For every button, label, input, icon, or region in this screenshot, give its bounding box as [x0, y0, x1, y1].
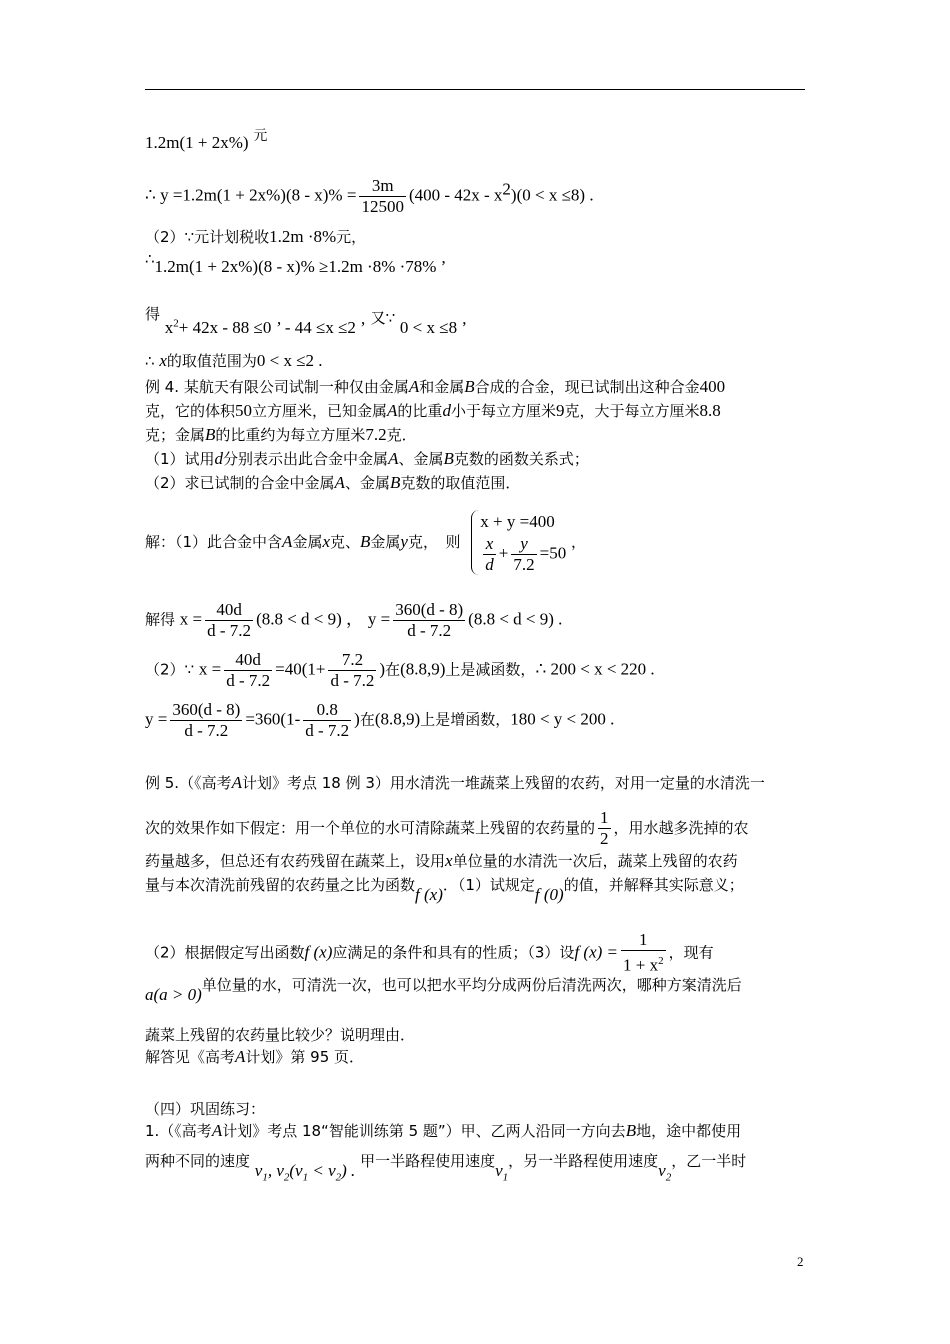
math-expression: (8.8 < d < 9) ，: [256, 609, 364, 629]
fraction-numerator: x: [483, 534, 496, 555]
body-text: 克．: [386, 426, 417, 444]
math-var: A: [231, 773, 242, 792]
body-text: 计划》考点 18“智能训练第 5 题”）甲、乙两人沿同一方向去: [222, 1122, 626, 1140]
math-var: d: [442, 401, 451, 420]
math-var: B: [464, 377, 475, 396]
math-var: x: [445, 851, 453, 870]
fraction: [393, 600, 465, 641]
fraction-denominator: 12500: [361, 197, 404, 216]
math-expression: (8.8,9): [374, 709, 421, 729]
body-text: 计划》考点 18 例 3）用水清洗一堆蔬菜上残留的农药，对用一定量的水清洗一: [241, 774, 765, 792]
body-text: 克，大于每立方厘米: [564, 402, 700, 420]
body-text: 立方厘米，已知金属: [252, 402, 388, 420]
fraction-denominator: d - 7.2: [207, 621, 252, 640]
superscript: 2: [173, 317, 179, 329]
math-expression: (8.8 < d < 9) .: [468, 609, 563, 629]
equation-system: [471, 510, 566, 575]
math-var: B: [205, 425, 216, 444]
number: 50: [235, 401, 253, 420]
body-text: 的比重: [397, 402, 443, 420]
body-text: ．（1）试规定: [442, 876, 535, 894]
number: 8.8: [699, 401, 721, 420]
body-text: 地，途中都使用: [636, 1122, 742, 1140]
body-text: 克，它的体积: [145, 402, 236, 420]
body-text: 例 5.（《高考: [145, 774, 232, 792]
body-text: （2）∵: [145, 660, 195, 679]
body-text: 在: [385, 660, 401, 679]
fraction-numerator: y: [511, 534, 536, 555]
math-var: B: [443, 449, 454, 468]
fraction: [483, 534, 496, 575]
subscript: 2: [283, 1171, 290, 1184]
math-expression: f (x) =: [574, 942, 618, 962]
body-text: 单位量的水，可清洗一次，也可以把水平均分成两份后清洗两次，哪种方案清洗后: [201, 976, 742, 994]
body-text: 上是增函数，: [420, 710, 511, 729]
body-text: 克；金属: [145, 426, 206, 444]
example-4-line: [145, 376, 725, 398]
fraction-numerator: 40d: [224, 650, 272, 671]
math-expression: 1.2m(1 + 2x%): [145, 133, 249, 152]
body-text: 得: [145, 304, 161, 323]
fraction: [511, 534, 536, 575]
body-text: 例 4. 某航天有限公司试制一种仅由金属: [145, 378, 409, 396]
example-5-line: [145, 874, 744, 904]
body-text: 解答见《高考: [145, 1048, 236, 1066]
text-line: [145, 128, 268, 155]
example-5-line: [145, 1046, 364, 1068]
body-text: 的值，并解释其实际意义；: [563, 876, 744, 894]
fraction-numerator: 360(d - 8): [172, 700, 241, 719]
fraction-denominator: 7.2: [513, 555, 535, 574]
math-var: A: [388, 449, 399, 468]
text-line: [145, 350, 323, 372]
punctuation: ，: [570, 533, 586, 551]
math-expression: 1 + x: [623, 955, 659, 975]
body-text: 克数的取值范围．: [400, 474, 521, 492]
math-var: y: [400, 532, 408, 551]
body-text: 解得: [145, 610, 176, 629]
body-text: 、金属: [398, 450, 444, 468]
example-5-line: [145, 974, 742, 1004]
body-text: 克数的函数关系式；: [453, 450, 589, 468]
solution-line: [145, 510, 586, 575]
body-text: （2）∵元计划税收: [145, 228, 270, 246]
equation-row: x + y =400: [480, 512, 555, 531]
math-expression: (v: [289, 1161, 303, 1180]
math-expression: f (x): [304, 942, 333, 962]
equation-row: [480, 534, 566, 575]
number: 9: [555, 401, 565, 420]
example-4-line: [145, 448, 589, 470]
fraction: [303, 700, 351, 741]
body-text: ，另一半路程使用速度: [508, 1152, 659, 1170]
fraction-denominator: d: [485, 555, 494, 574]
body-text: 单位量的水清洗一次后，蔬菜上残留的农药: [452, 852, 738, 870]
body-text: 两种不同的速度: [145, 1152, 251, 1170]
fraction-numerator: 40d: [205, 600, 253, 621]
body-text: 金属: [292, 533, 323, 551]
body-text: 在: [359, 710, 375, 729]
equation-line: [145, 700, 614, 741]
body-text: 小于每立方厘米: [450, 402, 556, 420]
math-expression: [254, 1161, 356, 1184]
fraction: [359, 176, 406, 217]
number: 400: [699, 377, 726, 396]
body-text: 上是减函数，: [445, 660, 536, 679]
subscript: 1: [502, 1171, 509, 1184]
math-expression: (8.8,9): [400, 659, 446, 679]
math-expression: y =: [145, 709, 168, 729]
body-text: 解：（1）此合金中含: [145, 533, 283, 551]
example-5-line: [145, 1024, 415, 1046]
math-expression: [165, 318, 272, 337]
math-expression: + 42x - 88 ≤0: [178, 317, 272, 337]
subscript: 2: [665, 1171, 672, 1184]
example-4-line: [145, 424, 417, 446]
page-number: 2: [797, 1254, 804, 1269]
math-var: x: [164, 317, 174, 337]
body-text: （2）根据假定写出函数: [145, 943, 305, 962]
body-text: 分别表示出此合金中金属: [223, 450, 389, 468]
result-line: [145, 600, 562, 641]
superscript: 2: [502, 179, 511, 199]
body-text: ，现有: [668, 943, 714, 962]
body-text: 蔬菜上残留的农药量比较少？说明理由．: [145, 1026, 416, 1044]
math-var: x: [322, 532, 330, 551]
fraction: [621, 930, 666, 976]
body-text: 和金属: [419, 378, 465, 396]
math-expression: 0 < x ≤2 .: [256, 351, 323, 370]
body-text: 的比重约为每立方厘米: [215, 426, 366, 444]
math-expression: ): [354, 709, 360, 729]
body-text: 甲一半路程使用速度: [360, 1152, 496, 1170]
math-expression: a(a > 0): [145, 985, 202, 1004]
text-line: [145, 304, 468, 337]
fraction: [205, 600, 253, 641]
fraction-numerator: 0.8: [303, 700, 351, 721]
number: 7.2: [365, 425, 387, 444]
superscript: 2: [658, 955, 664, 967]
math-expression: =360(1-: [245, 709, 301, 729]
body-text: 药量越多，但总还有农药残留在蔬菜上，设用: [145, 852, 446, 870]
math-expression: f (0): [534, 885, 564, 904]
math-expression: ∴ y =1.2m(1 + 2x%)(8 - x)% =: [145, 185, 357, 205]
math-expression: ∴ 200 < x < 220 .: [535, 659, 655, 679]
math-expression: [658, 1161, 672, 1184]
body-text: 克、: [330, 533, 361, 551]
fraction-denominator: d - 7.2: [226, 671, 271, 690]
example-5-line: [145, 930, 714, 976]
math-expression: [495, 1161, 509, 1184]
math-var: A: [387, 401, 398, 420]
fraction-denominator: [621, 951, 666, 976]
fraction-denominator: d - 7.2: [184, 721, 229, 740]
therefore-symbol: ∴: [145, 352, 155, 370]
math-expression: y =: [367, 609, 391, 629]
math-var: A: [334, 473, 345, 492]
math-var: A: [235, 1047, 246, 1066]
math-var: A: [211, 1121, 223, 1140]
math-var: A: [408, 377, 420, 396]
body-text: 又∵: [370, 308, 396, 327]
text-line: [145, 226, 366, 248]
fraction-numerator: 3m: [359, 176, 406, 197]
math-var: B: [625, 1121, 637, 1140]
math-expression: ): [379, 659, 386, 679]
math-expression: =40(1+: [275, 659, 326, 679]
header-rule: [145, 89, 805, 90]
body-text: 次的效果作如下假定：用一个单位的水可清除蔬菜上残留的农药量的: [145, 819, 596, 837]
math-expression: x =: [179, 609, 203, 629]
fraction-denominator: d - 7.2: [330, 671, 375, 690]
body-text: 的取值范围为: [166, 352, 257, 370]
body-text: （1）试用: [145, 450, 215, 468]
equation-line: [145, 650, 655, 691]
fraction-denominator: d - 7.2: [407, 621, 452, 640]
fraction-numerator: 1: [621, 930, 666, 951]
operator: +: [498, 543, 509, 563]
body-text: 金属: [370, 533, 401, 551]
math-var: B: [360, 532, 371, 551]
math-var: A: [282, 532, 293, 551]
body-text: 1.（《高考: [145, 1122, 212, 1140]
math-var: v: [495, 1161, 503, 1180]
equation-line: [145, 176, 594, 217]
math-var: v: [254, 1161, 263, 1180]
fraction: [328, 650, 376, 691]
subscript: 1: [262, 1171, 268, 1184]
fraction-numerator: 360(d - 8): [395, 600, 464, 619]
example-5-line: [145, 772, 765, 794]
math-expression: =50: [539, 543, 567, 563]
example-4-line: [145, 400, 721, 422]
math-expression: 0 < x ≤8 ’: [399, 317, 468, 337]
fraction-numerator: 1: [600, 808, 609, 827]
math-expression: x =: [198, 659, 222, 679]
example-5-line: [145, 808, 749, 849]
math-expression: 1.2m(1 + 2x%)(8 - x)% ≥1.2m ·8% ·78% ’: [154, 257, 447, 276]
math-var: d: [214, 449, 224, 468]
math-expression: , v: [267, 1161, 284, 1180]
fraction-denominator: d - 7.2: [305, 721, 350, 740]
text-line: [145, 250, 447, 278]
exercise-line: [145, 1120, 741, 1142]
body-text: 、金属: [344, 474, 390, 492]
subscript: 1: [302, 1171, 309, 1184]
math-expression: < v: [308, 1161, 336, 1180]
math-expression: f (x): [415, 885, 443, 904]
example-5-line: [145, 850, 738, 872]
math-var: B: [389, 473, 401, 492]
math-var: v: [658, 1161, 666, 1180]
body-text: 量与本次清洗前残留的农药量之比为函数: [145, 876, 416, 894]
exercise-line: [145, 1150, 747, 1184]
body-text: （2）求已试制的合金中金属: [145, 474, 335, 492]
fraction: [170, 700, 242, 741]
subscript: 2: [335, 1171, 342, 1184]
fraction-denominator: 2: [600, 829, 609, 848]
fraction-numerator: 7.2: [328, 650, 376, 671]
math-expression: 180 < y < 200 .: [510, 709, 615, 729]
unit-text: 元，: [336, 228, 367, 246]
fraction: [598, 808, 611, 849]
body-text: 合成的合金，现已试制出这种合金: [474, 378, 700, 396]
math-expression: (400 - 42x - x: [408, 185, 503, 205]
therefore-symbol: ∴: [145, 250, 155, 268]
fraction: [224, 650, 272, 691]
math-expression: )(0 < x ≤8) .: [510, 185, 594, 205]
example-4-line: [145, 472, 520, 494]
math-expression: ’ - 44 ≤x ≤2 ’: [276, 317, 366, 337]
body-text: 计划》第 95 页．: [245, 1048, 365, 1066]
math-expression: 1.2m ·8%: [269, 227, 337, 246]
math-expression: ) .: [341, 1161, 356, 1180]
body-text: 应满足的条件和具有的性质；（3）设: [332, 943, 575, 962]
unit-text: 元: [253, 128, 268, 144]
section-heading: （四）巩固练习：: [145, 1100, 266, 1118]
body-text: 克， 则: [407, 533, 461, 551]
body-text: ，用水越多洗掉的农: [613, 819, 749, 837]
math-var: x: [159, 351, 167, 370]
body-text: ，乙一半时: [671, 1152, 747, 1170]
